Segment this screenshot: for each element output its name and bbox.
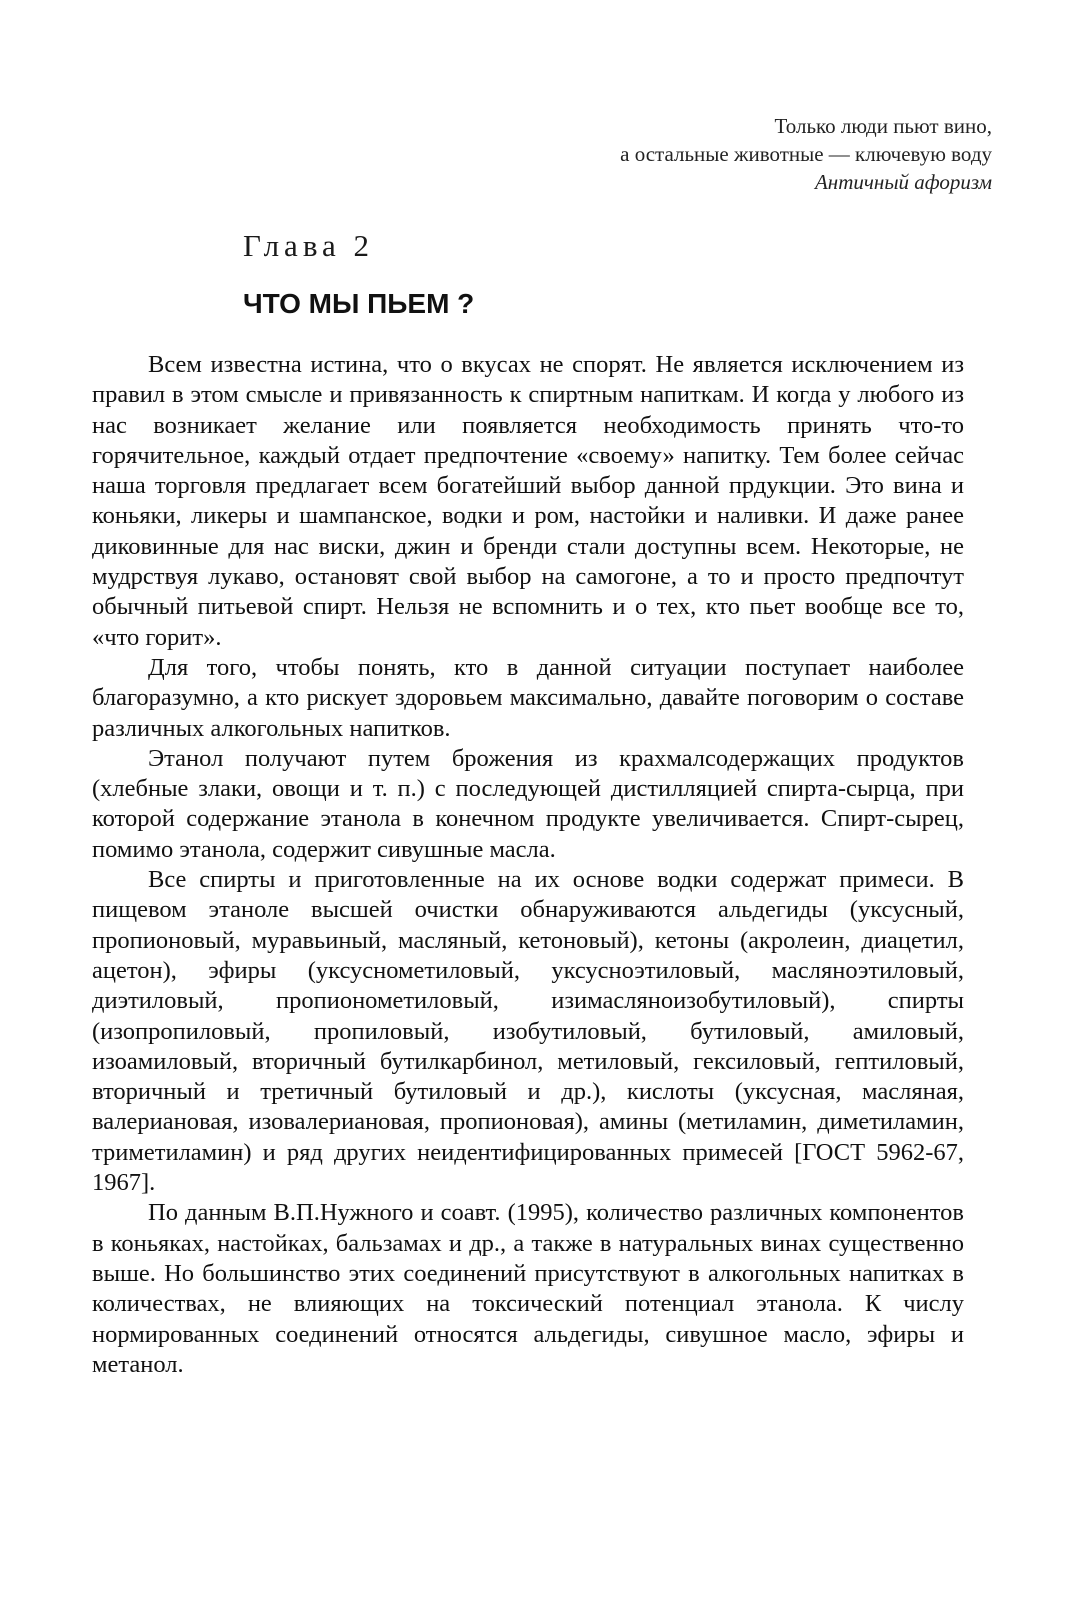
- paragraph: [92, 350, 964, 653]
- paragraph-text: Для того, чтобы понять, кто в данной ситуации поступает наиболее благоразумно, а кто рискует здоровьем максимально, давайте поговорим о составе различных алкогольных напитков.: [92, 653, 964, 742]
- paragraph: [92, 865, 964, 1198]
- epigraph-line: Только люди пьют вино,: [774, 114, 992, 138]
- paragraph: [92, 653, 964, 744]
- body-text: [92, 350, 964, 1380]
- epigraph-source: Античный афоризм: [814, 170, 992, 194]
- paragraph: [92, 1198, 964, 1380]
- paragraph-text: Этанол получают путем брожения из крахмалсодержащих продуктов (хлебные злаки, овощи и т. п.) с последующей дистилляцией спирта-сырца, при которой содержание этанола в конечном продукте увеличивается. Спирт-сырец, помимо этанола, содержит сивушные масла.: [92, 744, 964, 863]
- paragraph-text: Всем известна истина, что о вкусах не спорят. Не является исключением из правил в этом смысле и привязанность к спиртным напиткам. И когда у любого из нас возникает желание или появляется необходимость принять что-то горячительное, каждый отдает предпочтение «своему» напитку. Тем более сейчас наша торговля предлагает всем богатейший выбор данной прдукции. Это вина и коньяки, ликеры и шампанское, водки и ром, настойки и наливки. И даже ранее диковинные для нас виски, джин и бренди стали доступны всем. Некоторые, не мудрствуя лукаво, остановят свой выбор на самогоне, а то и просто предпочтут обычный питьевой спирт. Нельзя не вспомнить и о тех, кто пьет вообще все то, «что горит».: [92, 351, 964, 651]
- paragraph-text: Все спирты и приготовленные на их основе водки содержат примеси. В пищевом этаноле высшей очистки обнаруживаются альдегиды (уксусный, пропионовый, муравьиный, масляный, кетоновый), кетоны (акролеин, диацетил, ацетон), эфиры (уксуснометиловый, уксусноэтиловый, масляноэтиловый, диэтиловый, пропионометиловый, изимасляноизобутиловый), спирты (изопропиловый, пропиловый, изобутиловый, бутиловый, амиловый, изоамиловый, вторичный бутилкарбинол, метиловый, гексиловый, гептиловый, вторичный и третичный бутиловый и др.), кислоты (уксусная, масляная, валериановая, изовалериановая, пропионовая), амины (метиламин, диметиламин, триметиламин) и ряд других неидентифицированных примесей [ГОСТ 5962-67, 1967].: [92, 866, 964, 1197]
- paragraph-text: По данным В.П.Нужного и соавт. (1995), количество различных компонентов в коньяках, настойках, бальзамах и др., а также в натуральных винах существенно выше. Но большинство этих соединений присутствуют в алкогольных напитках в количествах, не влияющих на токсический потенциал этанола. К числу нормированных соединений относятся альдегиды, сивушное масло, эфиры и метанол.: [92, 1199, 964, 1378]
- chapter-label: Глава 2: [243, 228, 375, 263]
- epigraph: [472, 112, 992, 196]
- paragraph: [92, 744, 964, 865]
- epigraph-line: а остальные животные — ключевую воду: [620, 142, 992, 166]
- chapter-title: ЧТО МЫ ПЬЕМ ?: [243, 288, 475, 319]
